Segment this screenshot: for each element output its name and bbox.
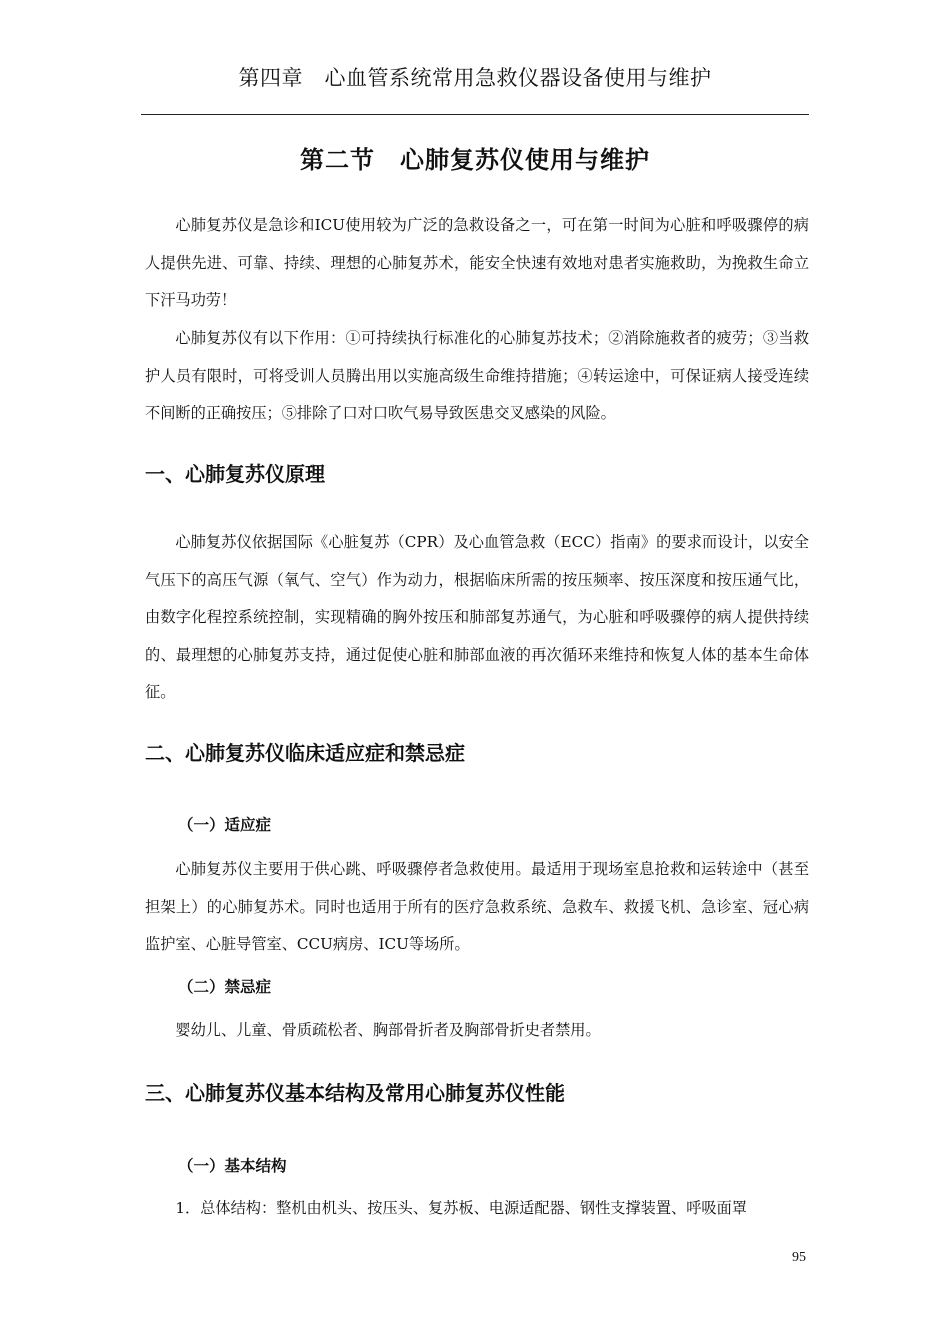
contraindications-paragraph: 婴幼儿、儿童、骨质疏松者、胸部骨折者及胸部骨折史者禁用。 <box>175 1021 601 1039</box>
subheading-contraindications: （二）禁忌症 <box>178 978 272 996</box>
subheading-structure: （一）基本结构 <box>178 1157 287 1175</box>
page-number: 95 <box>792 1250 806 1265</box>
header-divider <box>141 114 809 115</box>
heading-indications: 二、心肺复苏仪临床适应症和禁忌症 <box>145 741 465 765</box>
indications-paragraph: 心肺复苏仪主要用于供心跳、呼吸骤停者急救使用。最适用于现场室息抢救和运转途中（甚至担架上）的心肺复苏术。同时也适用于所有的医疗急救系统、急救车、救援飞机、急诊室、冠心病监护室、心脏导管室、CCU病房、ICU等场所。 <box>145 860 809 953</box>
section-title: 第二节 心肺复苏仪使用与维护 <box>300 146 650 174</box>
heading-structure: 三、心肺复苏仪基本结构及常用心肺复苏仪性能 <box>145 1081 565 1105</box>
subheading-indications: （一）适应症 <box>178 816 272 834</box>
principle-paragraph: 心肺复苏仪依据国际《心脏复苏（CPR）及心血管急救（ECC）指南》的要求而设计，以安全气压下的高压气源（氧气、空气）作为动力，根据临床所需的按压频率、按压深度和按压通气比，由数字化程控系统控制，实现精确的胸外按压和肺部复苏通气，为心脏和呼吸骤停的病人提供持续的、最理想的心肺复苏支持，通过促使心脏和肺部血液的再次循环来维持和恢复人体的基本生命体征。 <box>145 533 809 701</box>
chapter-header: 第四章 心血管系统常用急救仪器设备使用与维护 <box>238 66 712 90</box>
structure-item-1: 1．总体结构：整机由机头、按压头、复苏板、电源适配器、钢性支撑装置、呼吸面罩 <box>175 1199 747 1217</box>
intro-paragraph-2: 心肺复苏仪有以下作用：①可持续执行标准化的心肺复苏技术；②消除施救者的疲劳；③当救护人员有限时，可将受训人员腾出用以实施高级生命维持措施；④转运途中，可保证病人接受连续不间断的正确按压；⑤排除了口对口吹气易导致医患交叉感染的风险。 <box>145 329 809 422</box>
heading-principle: 一、心肺复苏仪原理 <box>145 462 325 486</box>
intro-paragraph-1: 心肺复苏仪是急诊和ICU使用较为广泛的急救设备之一，可在第一时间为心脏和呼吸骤停的病人提供先进、可靠、持续、理想的心肺复苏术，能安全快速有效地对患者实施救助，为挽救生命立下汗马功劳！ <box>145 216 809 309</box>
